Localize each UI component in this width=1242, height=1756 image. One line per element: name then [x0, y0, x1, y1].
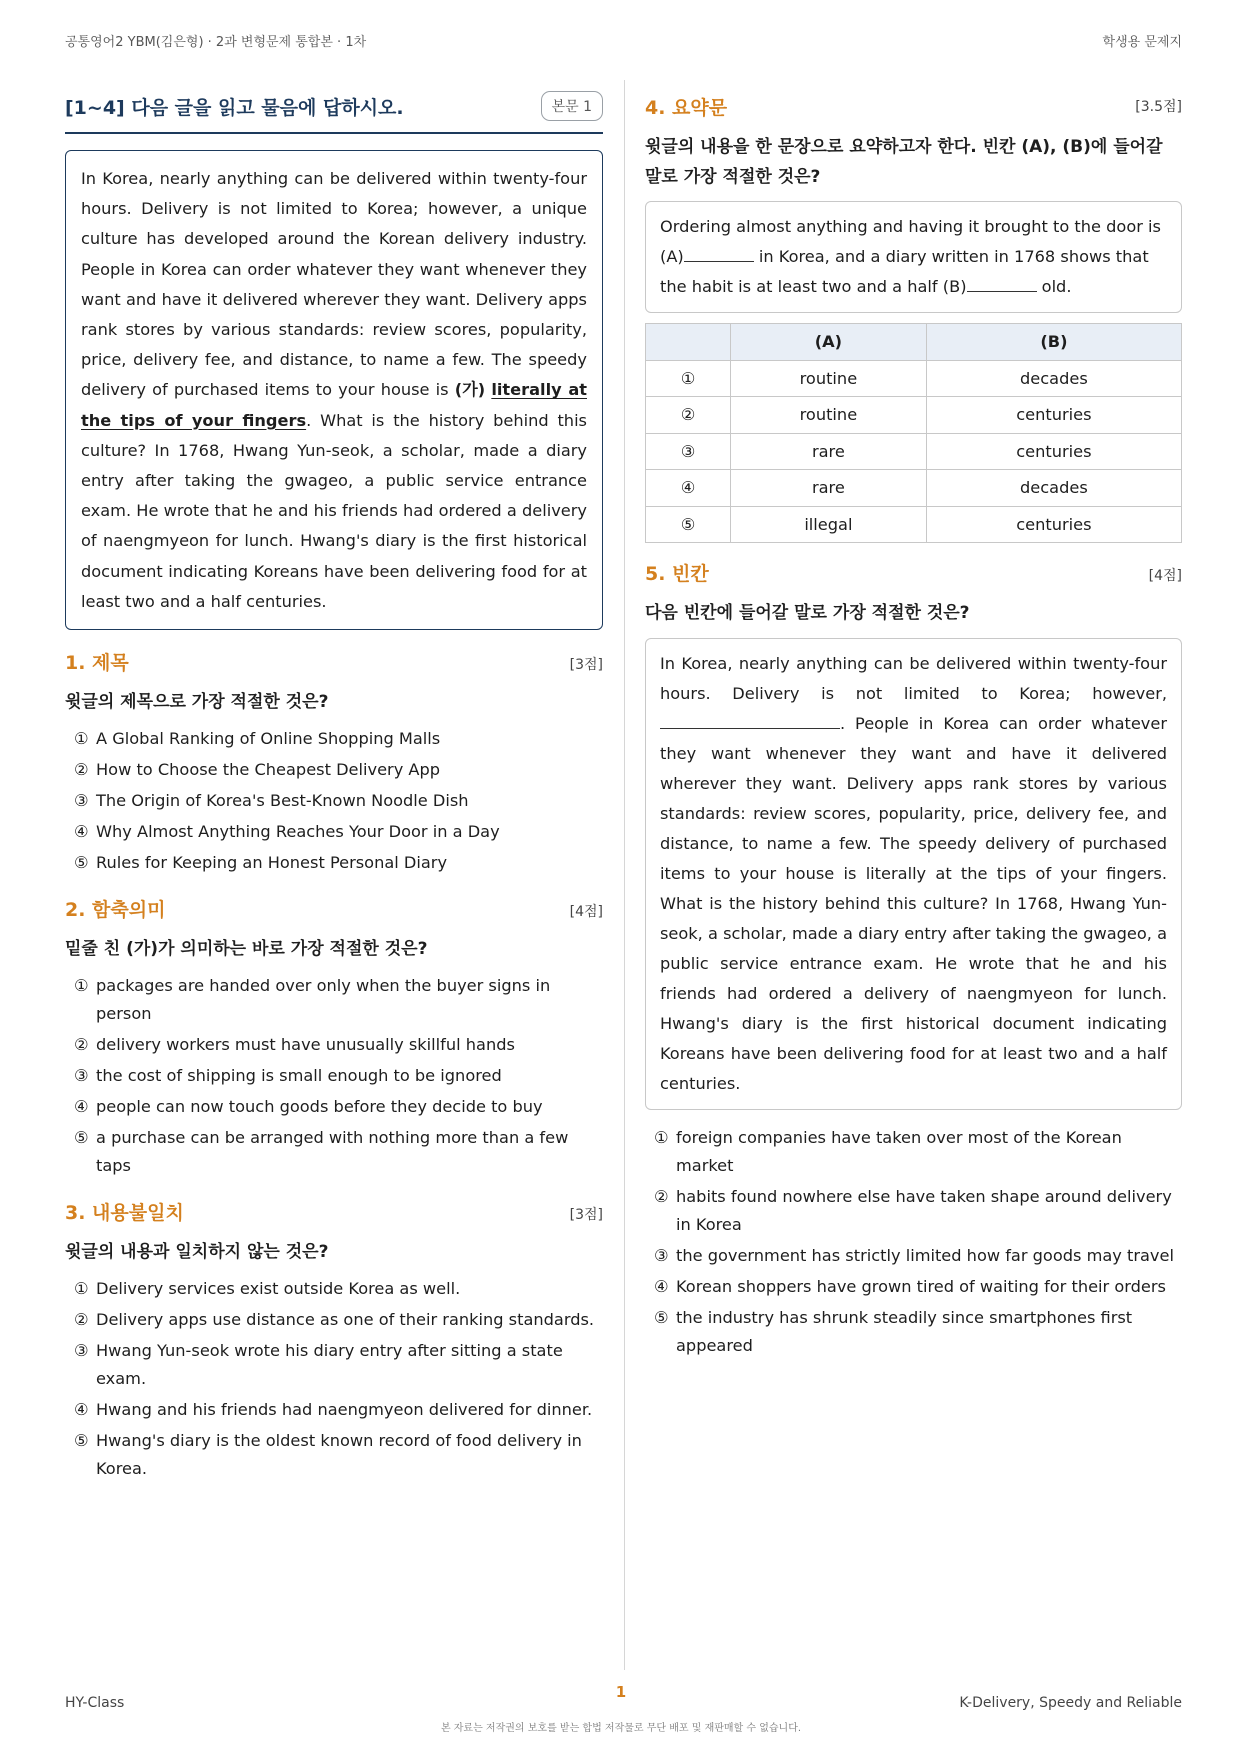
footer-left: HY-Class — [65, 1695, 125, 1711]
question-4 — [645, 86, 1182, 543]
option-number: ① — [74, 976, 89, 996]
option-text: delivery workers must have unusually skillful hands — [96, 1035, 515, 1055]
row-b: centuries — [926, 433, 1181, 470]
table-row[interactable] — [646, 360, 1182, 397]
summary-box — [645, 201, 1182, 313]
answer-table — [645, 323, 1182, 543]
group-title: [1~4] 다음 글을 읽고 물음에 답하시오. — [65, 96, 404, 119]
left-column — [65, 86, 603, 1486]
blank-b — [967, 277, 1037, 292]
option-text: Why Almost Anything Reaches Your Door in a Day — [96, 822, 500, 842]
option-item[interactable] — [65, 1337, 603, 1393]
option-number: ② — [74, 1310, 89, 1330]
option-item[interactable] — [65, 1275, 603, 1303]
question-5-text: 다음 빈칸에 들어갈 말로 가장 적절한 것은? — [645, 603, 970, 623]
blank-passage-pre: In Korea, nearly anything can be delivered within twenty-four hours. Delivery is not limited to Korea; however, — [660, 654, 1167, 703]
right-column — [645, 86, 1182, 1363]
row-b: decades — [926, 470, 1181, 507]
question-2 — [65, 895, 603, 1180]
header-a: (A) — [731, 324, 927, 361]
option-text: Hwang and his friends had naengmyeon delivered for dinner. — [96, 1400, 593, 1420]
option-number: ⑤ — [74, 1128, 89, 1148]
option-text: Hwang Yun-seok wrote his diary entry after sitting a state exam. — [96, 1341, 563, 1389]
passage-marker: (가) — [454, 380, 486, 400]
row-b: centuries — [926, 397, 1181, 434]
option-text: Delivery apps use distance as one of their ranking standards. — [96, 1310, 595, 1330]
passage-blank — [660, 712, 840, 729]
header-left: 공통영어2 YBM(김은형) · 2과 변형문제 통합본 · 1차 — [65, 35, 367, 50]
option-number: ② — [74, 760, 89, 780]
footer-right: K-Delivery, Speedy and Reliable — [959, 1695, 1182, 1711]
table-row[interactable] — [646, 506, 1182, 543]
row-num: ③ — [646, 433, 731, 470]
option-number: ③ — [74, 1341, 89, 1361]
option-number: ① — [74, 1279, 89, 1299]
question-5 — [645, 559, 1182, 1360]
option-text: A Global Ranking of Online Shopping Malls — [96, 729, 441, 749]
option-item[interactable] — [65, 1396, 603, 1424]
answer-table-header — [646, 324, 1182, 361]
option-item[interactable] — [65, 1427, 603, 1483]
option-number: ② — [654, 1187, 669, 1206]
row-a: routine — [731, 397, 927, 434]
reading-passage — [65, 150, 603, 630]
option-item[interactable] — [65, 849, 603, 877]
blank-a — [684, 247, 754, 262]
question-3-options — [65, 1275, 603, 1483]
option-number: ④ — [654, 1277, 669, 1296]
option-number: ① — [74, 729, 89, 749]
option-item[interactable] — [65, 787, 603, 815]
question-4-text: 윗글의 내용을 한 문장으로 요약하고자 한다. 빈칸 (A), (B)에 들어갈 말로 가장 적절한 것은? — [645, 137, 1163, 187]
option-item[interactable] — [65, 1062, 603, 1090]
table-row[interactable] — [646, 470, 1182, 507]
blank-passage-post: . People in Korea can order whatever they want whenever they want and have it delivered wherever they want. Delivery apps rank stores by various standards: review scores, popularity, price, delivery fee, and distance, to name a few. The speedy delivery of purchased items to your house is literally at the tips of your fingers. What is the history behind this culture? In 1768, Hwang Yun-seok, a scholar, made a diary entry after taking the gwageo, a public service entrance exam. He wrote that he and his friends had ordered a delivery of naengmyeon for lunch. Hwang's diary is the first historical document indicating Koreans have been delivering food for at least two and a half centuries. — [660, 714, 1167, 1093]
option-item[interactable] — [65, 972, 603, 1028]
option-text: Hwang's diary is the oldest known record of food delivery in Korea. — [96, 1431, 582, 1479]
option-item[interactable] — [645, 1124, 1182, 1180]
option-text: Rules for Keeping an Honest Personal Diary — [96, 853, 448, 873]
blank-passage — [645, 638, 1182, 1110]
row-a: rare — [731, 470, 927, 507]
question-2-text: 밑줄 친 (가)가 의미하는 바로 가장 적절한 것은? — [65, 939, 428, 960]
option-text: people can now touch goods before they decide to buy — [96, 1097, 543, 1117]
option-text: packages are handed over only when the buyer signs in person — [96, 976, 551, 1024]
option-item[interactable] — [65, 725, 603, 753]
question-1-title: 1. 제목 — [65, 652, 129, 675]
option-number: ④ — [74, 822, 89, 842]
header-right: 학생용 문제지 — [1102, 35, 1182, 50]
passage-text-2: . What is the history behind this culture? In 1768, Hwang Yun-seok, a scholar, made a diary entry after taking the gwageo, a public service entrance exam. He wrote that he and his friends had ordered a delivery of naengmyeon for lunch. Hwang's diary is the first historical document indicating Koreans have been delivering food for at least two and a half centuries. — [81, 410, 587, 611]
option-number: ③ — [74, 791, 89, 811]
group-title-row — [65, 86, 603, 126]
option-text: the industry has shrunk steadily since smartphones first appeared — [676, 1308, 1133, 1355]
option-number: ⑤ — [74, 853, 89, 873]
option-item[interactable] — [65, 818, 603, 846]
summary-text-2: in Korea, and a diary written in 1768 shows that the habit is at least two and a half (B) — [660, 247, 1149, 296]
question-1-points: [3점] — [569, 657, 603, 674]
row-num: ② — [646, 397, 731, 434]
underlined-phrase: literally at the tips of your fingers — [81, 380, 587, 430]
question-2-options — [65, 972, 603, 1180]
option-item[interactable] — [645, 1242, 1182, 1270]
option-number: ④ — [74, 1400, 89, 1420]
option-item[interactable] — [65, 1124, 603, 1180]
option-item[interactable] — [645, 1304, 1182, 1360]
question-4-title: 4. 요약문 — [645, 96, 728, 119]
table-row[interactable] — [646, 397, 1182, 434]
option-number: ⑤ — [74, 1431, 89, 1451]
option-number: ③ — [654, 1246, 669, 1265]
summary-text-1: Ordering almost anything and having it brought to the door is (A) — [660, 217, 1161, 266]
row-num: ④ — [646, 470, 731, 507]
question-3-title: 3. 내용불일치 — [65, 1202, 184, 1225]
option-text: foreign companies have taken over most of the Korean market — [676, 1128, 1122, 1175]
option-number: ① — [654, 1128, 669, 1147]
question-1 — [65, 648, 603, 877]
option-item[interactable] — [65, 756, 603, 784]
table-row[interactable] — [646, 433, 1182, 470]
header-b: (B) — [926, 324, 1181, 361]
option-number: ② — [74, 1035, 89, 1055]
question-3-text: 윗글의 내용과 일치하지 않는 것은? — [65, 1242, 329, 1263]
option-text: the cost of shipping is small enough to be ignored — [96, 1066, 502, 1086]
row-num: ① — [646, 360, 731, 397]
question-1-text: 윗글의 제목으로 가장 적절한 것은? — [65, 692, 329, 713]
option-text: The Origin of Korea's Best-Known Noodle Dish — [96, 791, 469, 811]
row-b: decades — [926, 360, 1181, 397]
option-item[interactable] — [645, 1183, 1182, 1239]
option-text: Korean shoppers have grown tired of waiting for their orders — [676, 1277, 1166, 1296]
question-1-options — [65, 725, 603, 877]
column-divider — [624, 80, 625, 1670]
summary-text-3: old. — [1036, 277, 1072, 296]
option-number: ⑤ — [654, 1308, 669, 1327]
row-b: centuries — [926, 506, 1181, 543]
option-number: ④ — [74, 1097, 89, 1117]
title-rule — [65, 132, 603, 134]
option-text: habits found nowhere else have taken shape around delivery in Korea — [676, 1187, 1172, 1234]
question-3 — [65, 1198, 603, 1483]
header-num — [646, 324, 731, 361]
option-text: How to Choose the Cheapest Delivery App — [96, 760, 441, 780]
option-text: a purchase can be arranged with nothing more than a few taps — [96, 1128, 569, 1176]
option-number: ③ — [74, 1066, 89, 1086]
passage-tag: 본문 1 — [541, 91, 603, 121]
copyright-note: 본 자료는 저작권의 보호를 받는 합법 저작물로 무단 배포 및 재판매할 수 없습니다. — [440, 1723, 802, 1734]
passage-text-1: In Korea, nearly anything can be delivered within twenty-four hours. Delivery is not limited to Korea; however, a unique culture has developed around the Korean delivery industry. People in Korea can order whatever they want whenever they want and have it delivered wherever they want. Delivery apps rank stores by various standards: review scores, popularity, price, delivery fee, and distance, to name a few. The speedy delivery of purchased items to your house is — [81, 169, 587, 400]
question-2-points: [4점] — [569, 904, 603, 921]
row-a: rare — [731, 433, 927, 470]
row-num: ⑤ — [646, 506, 731, 543]
question-4-points: [3.5점] — [1135, 99, 1182, 115]
question-5-title: 5. 빈칸 — [645, 563, 709, 585]
question-5-options — [645, 1124, 1182, 1360]
row-a: illegal — [731, 506, 927, 543]
option-text: Delivery services exist outside Korea as well. — [96, 1279, 461, 1299]
option-item[interactable] — [645, 1273, 1182, 1301]
question-3-points: [3점] — [569, 1207, 603, 1224]
row-a: routine — [731, 360, 927, 397]
page-number: 1 — [615, 1683, 627, 1701]
question-5-points: [4점] — [1148, 568, 1182, 584]
option-item[interactable] — [65, 1031, 603, 1059]
option-text: the government has strictly limited how far goods may travel — [676, 1246, 1174, 1265]
question-2-title: 2. 함축의미 — [65, 899, 166, 922]
option-item[interactable] — [65, 1093, 603, 1121]
option-item[interactable] — [65, 1306, 603, 1334]
